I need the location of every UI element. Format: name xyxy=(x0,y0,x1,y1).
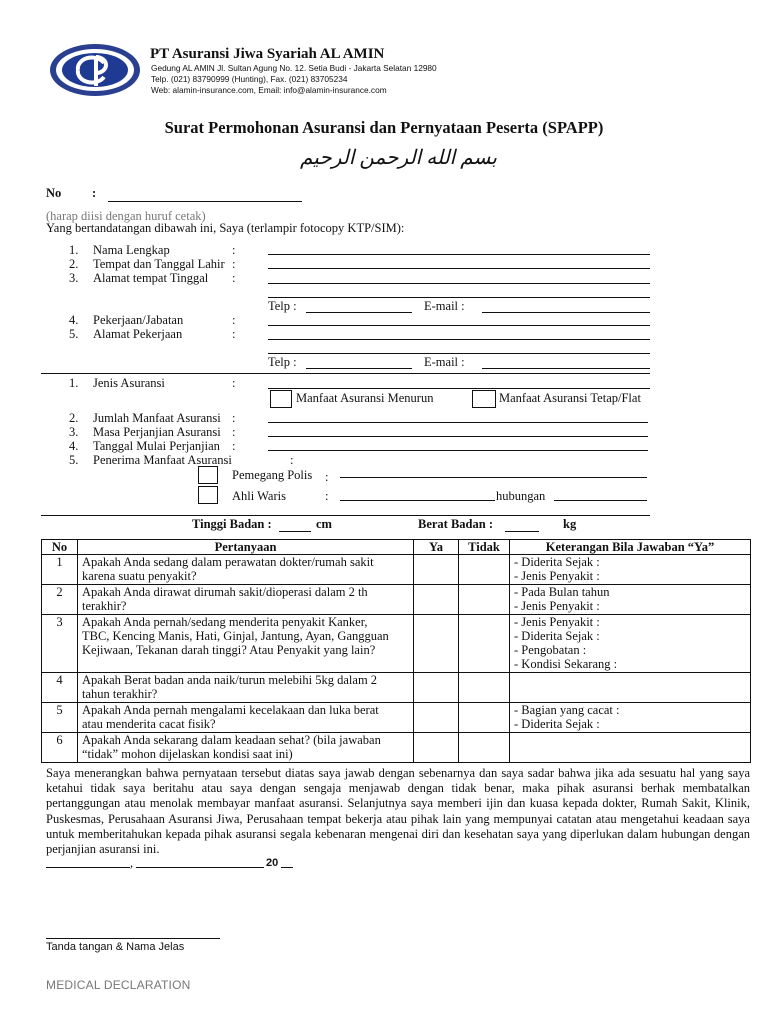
question-line: karena suatu penyakit? xyxy=(82,569,197,583)
ttl-field-line[interactable] xyxy=(268,268,650,269)
no-colon: : xyxy=(92,186,97,200)
company-name: PT Asuransi Jiwa Syariah AL AMIN xyxy=(150,46,385,62)
row-no: 2 xyxy=(42,585,78,615)
table-header-row xyxy=(42,540,751,555)
pemegang-polis-colon: : xyxy=(325,470,329,484)
personal-colon-5: : xyxy=(232,327,236,341)
insurance-num-1: 1. xyxy=(69,376,79,390)
nama-field-line[interactable] xyxy=(268,254,650,255)
checkbox-menurun[interactable] xyxy=(270,390,292,408)
question-line: Apakah Anda sedang dalam perawatan dokter/rumah sakit xyxy=(82,555,374,569)
form-title: Surat Permohonan Asuransi dan Pernyataan Peserta (SPAPP) xyxy=(164,118,604,137)
option-tetap-label: Manfaat Asuransi Tetap/Flat xyxy=(499,391,641,405)
table-row xyxy=(42,555,751,585)
pemegang-polis-line[interactable] xyxy=(340,477,647,478)
row-question xyxy=(78,585,414,615)
answer-ya-cell[interactable] xyxy=(414,673,459,703)
row-question xyxy=(78,673,414,703)
question-line: Apakah Anda dirawat dirumah sakit/dioperasi dalam 2 th xyxy=(82,585,368,599)
personal-num-1: 1. xyxy=(69,243,79,257)
keterangan-line: - Jenis Penyakit : xyxy=(514,599,600,613)
telp-field-work[interactable] xyxy=(306,368,412,369)
telp-field-home[interactable] xyxy=(306,312,412,313)
signature-line[interactable] xyxy=(46,938,220,939)
insurance-num-2: 2. xyxy=(69,411,79,425)
col-header-tidak: Tidak xyxy=(459,540,510,555)
row-no: 1 xyxy=(42,555,78,585)
table-row xyxy=(42,733,751,763)
row-keterangan[interactable] xyxy=(510,673,751,703)
question-line: Apakah Anda sekarang dalam keadaan sehat? (bila jawaban xyxy=(82,733,381,747)
insurance-num-3: 3. xyxy=(69,425,79,439)
answer-tidak-cell[interactable] xyxy=(459,733,510,763)
keterangan-line: - Diderita Sejak : xyxy=(514,717,600,731)
question-line: Apakah Anda pernah mengalami kecelakaan dan luka berat xyxy=(82,703,379,717)
telp-label-work: Telp : xyxy=(268,355,297,369)
question-line: tahun terakhir? xyxy=(82,687,158,701)
pekerjaan-field-line[interactable] xyxy=(268,325,650,326)
row-keterangan[interactable] xyxy=(510,555,751,585)
personal-label-nama: Nama Lengkap xyxy=(93,243,170,257)
pemegang-polis-label: Pemegang Polis xyxy=(232,468,313,482)
insurance-colon-1: : xyxy=(232,376,236,390)
insurance-colon-3: : xyxy=(232,425,236,439)
alamat-field-line-2[interactable] xyxy=(268,297,650,298)
telp-label-home: Telp : xyxy=(268,299,297,313)
alamat-field-line-1[interactable] xyxy=(268,283,650,284)
email-label-home: E-mail : xyxy=(424,299,465,313)
date-year-label: 20 xyxy=(266,857,279,869)
question-line: Kejiwaan, Tekanan darah tinggi? Atau Penyakit yang lain? xyxy=(82,643,376,657)
question-line: Apakah Anda pernah/sedang menderita penyakit Kanker, xyxy=(82,615,368,629)
insurance-label-jenis: Jenis Asuransi xyxy=(93,376,165,390)
signature-label: Tanda tangan & Nama Jelas xyxy=(46,941,185,953)
insurance-label-tanggal: Tanggal Mulai Perjanjian xyxy=(93,439,220,453)
berat-label: Berat Badan : xyxy=(418,517,493,531)
table-row xyxy=(42,615,751,673)
jumlah-field-line[interactable] xyxy=(268,422,648,423)
company-web: Web: alamin-insurance.com, Email: info@alamin-insurance.com xyxy=(151,85,387,95)
ahli-waris-label: Ahli Waris xyxy=(232,489,286,503)
keterangan-line: - Pada Bulan tahun xyxy=(514,585,610,599)
personal-colon-1: : xyxy=(232,243,236,257)
keterangan-line: - Kondisi Sekarang : xyxy=(514,657,618,671)
keterangan-line: - Diderita Sejak : xyxy=(514,629,600,643)
answer-tidak-cell[interactable] xyxy=(459,615,510,673)
personal-label-pekerjaan: Pekerjaan/Jabatan xyxy=(93,313,184,327)
company-logo xyxy=(48,42,142,98)
checkbox-tetap[interactable] xyxy=(472,390,496,408)
row-no: 3 xyxy=(42,615,78,673)
keterangan-line: - Diderita Sejak : xyxy=(514,555,600,569)
col-header-no: No xyxy=(42,540,78,555)
jenis-field-line xyxy=(268,388,650,389)
hubungan-label: hubungan xyxy=(496,489,546,503)
keterangan-line: - Jenis Penyakit : xyxy=(514,615,600,629)
question-line: Apakah Berat badan anda naik/turun melebihi 5kg dalam 2 xyxy=(82,673,378,687)
table-row xyxy=(42,703,751,733)
personal-colon-4: : xyxy=(232,313,236,327)
row-keterangan[interactable] xyxy=(510,615,751,673)
personal-num-4: 4. xyxy=(69,313,79,327)
answer-tidak-cell[interactable] xyxy=(459,555,510,585)
row-question xyxy=(78,555,414,585)
table-row xyxy=(42,673,751,703)
personal-label-alamat: Alamat tempat Tinggal xyxy=(93,271,209,285)
insurance-colon-2: : xyxy=(232,411,236,425)
checkbox-pemegang-polis[interactable] xyxy=(198,466,218,484)
date-comma: , xyxy=(130,856,134,870)
row-no: 5 xyxy=(42,703,78,733)
personal-num-2: 2. xyxy=(69,257,79,271)
answer-tidak-cell[interactable] xyxy=(459,703,510,733)
personal-label-ttl: Tempat dan Tanggal Lahir xyxy=(93,257,225,271)
row-no: 4 xyxy=(42,673,78,703)
berat-field[interactable] xyxy=(505,531,539,532)
basmala-calligraphy: بسم الله الرحمن الرحيم xyxy=(300,147,497,169)
insurance-label-masa: Masa Perjanjian Asuransi xyxy=(93,425,221,439)
personal-num-3: 3. xyxy=(69,271,79,285)
row-keterangan[interactable] xyxy=(510,703,751,733)
email-label-work: E-mail : xyxy=(424,355,465,369)
declaration-statement: Saya menerangkan bahwa pernyataan tersebut diatas saya jawab dengan sebenarnya dan saya sadar bahwa jika ada sesuatu hal yang saya ketahui tidak saya beritahu atau saya dengan sengaja menjawab dengan tidak benar, maka pihak asuransi berhak membatalkan pertanggungan atau menolak membayar manfaat asuransi. Selanjutnya saya memberi ijin dan kuasa kepada dokter, Rumah Sakit, Klinik, Puskesmas, Perusahaan Asuransi Jiwa, Perusahaan tempat bekerja atau pihak lain yang mempunyai catatan atau mengetahui keadaan saya untuk memberitahukan kepada pihak asuransi segala kebenaran mengenai diri dan kesehatan saya yang diperlukan dalam hubungan dengan perjanjian asuransi ini. xyxy=(46,766,750,857)
table-row xyxy=(42,585,751,615)
section-divider-2 xyxy=(41,515,650,516)
tinggi-label: Tinggi Badan : xyxy=(192,517,272,531)
row-question xyxy=(78,703,414,733)
checkbox-ahli-waris[interactable] xyxy=(198,486,218,504)
answer-tidak-cell[interactable] xyxy=(459,585,510,615)
no-label: No xyxy=(46,186,62,200)
row-keterangan[interactable] xyxy=(510,585,751,615)
no-field-line[interactable] xyxy=(108,201,302,202)
personal-label-alamat-kerja: Alamat Pekerjaan xyxy=(93,327,183,341)
masa-field-line[interactable] xyxy=(268,436,648,437)
hubungan-line[interactable] xyxy=(554,500,647,501)
answer-ya-cell[interactable] xyxy=(414,703,459,733)
email-field-work[interactable] xyxy=(482,368,650,369)
answer-ya-cell[interactable] xyxy=(414,585,459,615)
keterangan-line: - Pengobatan : xyxy=(514,643,587,657)
date-place-field[interactable] xyxy=(46,867,130,868)
insurance-colon-5: : xyxy=(290,453,294,467)
col-header-pertanyaan: Pertanyaan xyxy=(78,540,414,555)
answer-ya-cell[interactable] xyxy=(414,615,459,673)
company-address: Gedung AL AMIN Jl. Sultan Agung No. 12. Setia Budi - Jakarta Selatan 12980 xyxy=(151,63,437,73)
row-question xyxy=(78,733,414,763)
print-note: (harap diisi dengan huruf cetak) xyxy=(46,209,206,223)
keterangan-line: - Bagian yang cacat : xyxy=(514,703,620,717)
personal-colon-3: : xyxy=(232,271,236,285)
insurance-colon-4: : xyxy=(232,439,236,453)
personal-colon-2: : xyxy=(232,257,236,271)
option-menurun-label: Manfaat Asuransi Menurun xyxy=(296,391,434,405)
col-header-ya: Ya xyxy=(414,540,459,555)
question-line: TBC, Kencing Manis, Hati, Ginjal, Jantung, Ayan, Gangguan xyxy=(82,629,389,643)
personal-num-5: 5. xyxy=(69,327,79,341)
row-keterangan[interactable] xyxy=(510,733,751,763)
col-header-keterangan: Keterangan Bila Jawaban “Ya” xyxy=(510,540,751,555)
footer-medical-declaration: MEDICAL DECLARATION xyxy=(46,978,191,992)
alamat-kerja-line-1[interactable] xyxy=(268,339,650,340)
alamat-kerja-line-2[interactable] xyxy=(268,353,650,354)
company-phone: Telp. (021) 83790999 (Hunting), Fax. (021) 83705234 xyxy=(151,74,348,84)
insurance-num-4: 4. xyxy=(69,439,79,453)
insurance-num-5: 5. xyxy=(69,453,79,467)
intro-text: Yang bertandatangan dibawah ini, Saya (terlampir fotocopy KTP/SIM): xyxy=(46,221,405,235)
email-field-home[interactable] xyxy=(482,312,650,313)
ahli-waris-line[interactable] xyxy=(340,500,495,501)
answer-tidak-cell[interactable] xyxy=(459,673,510,703)
ahli-waris-colon: : xyxy=(325,489,329,503)
question-line: atau menderita cacat fisik? xyxy=(82,717,216,731)
insurance-label-jumlah: Jumlah Manfaat Asuransi xyxy=(93,411,221,425)
answer-ya-cell[interactable] xyxy=(414,555,459,585)
keterangan-line: - Jenis Penyakit : xyxy=(514,569,600,583)
row-no: 6 xyxy=(42,733,78,763)
berat-unit: kg xyxy=(563,517,577,531)
answer-ya-cell[interactable] xyxy=(414,733,459,763)
date-day-field[interactable] xyxy=(136,867,264,868)
tinggi-field[interactable] xyxy=(279,531,311,532)
insurance-label-penerima: Penerima Manfaat Asuransi xyxy=(93,453,232,467)
health-questions-table xyxy=(41,539,751,763)
date-year-field[interactable] xyxy=(281,867,293,868)
section-divider-1 xyxy=(41,373,650,374)
question-line: “tidak” mohon dijelaskan kondisi saat ini) xyxy=(82,747,293,761)
tinggi-unit: cm xyxy=(316,517,332,531)
question-line: terakhir? xyxy=(82,599,127,613)
tanggal-field-line[interactable] xyxy=(268,450,648,451)
row-question xyxy=(78,615,414,673)
